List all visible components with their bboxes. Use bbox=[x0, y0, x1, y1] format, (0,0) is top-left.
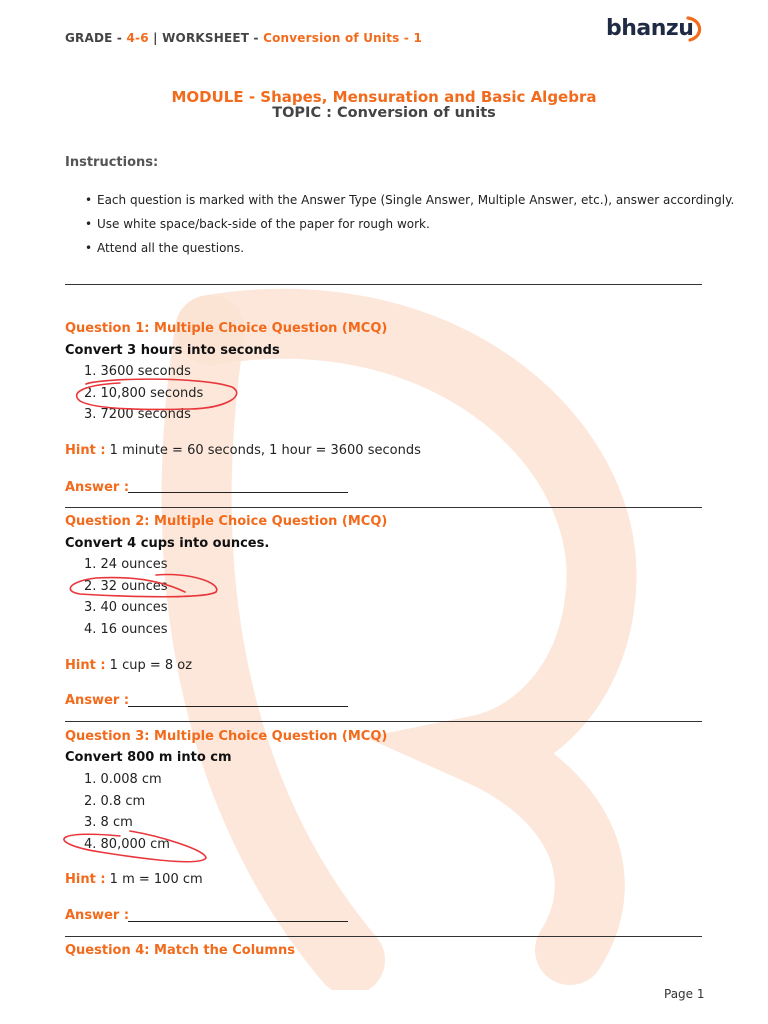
grade-value: 4-6 bbox=[126, 31, 149, 45]
option-item: 1. 24 ounces bbox=[84, 557, 168, 572]
option-item: 3. 8 cm bbox=[84, 815, 133, 831]
worksheet-title: Conversion of Units - 1 bbox=[263, 31, 422, 45]
question-3-hint bbox=[65, 872, 203, 887]
instructions-list bbox=[85, 193, 734, 265]
question-2-answer-label: Answer : bbox=[65, 693, 130, 708]
question-3-options bbox=[84, 772, 170, 858]
logo-swoosh-icon bbox=[682, 14, 704, 44]
worksheet-label: WORKSHEET - bbox=[162, 31, 264, 45]
hint-label: Hint : bbox=[65, 872, 106, 887]
question-2-options bbox=[84, 557, 168, 643]
question-2-answer-line[interactable] bbox=[128, 706, 348, 707]
question-3-text: Convert 800 m into cm bbox=[65, 750, 232, 765]
question-1-options bbox=[84, 364, 203, 429]
divider bbox=[65, 721, 702, 722]
grade-label: GRADE - bbox=[65, 31, 127, 45]
question-2-title: Question 2: Multiple Choice Question (MCQ) bbox=[65, 514, 388, 529]
question-4-title: Question 4: Match the Columns bbox=[65, 943, 295, 958]
hint-text: 1 minute = 60 seconds, 1 hour = 3600 seconds bbox=[109, 443, 421, 458]
instruction-item: • Use white space/back-side of the paper for rough work. bbox=[85, 217, 734, 241]
hint-text: 1 m = 100 cm bbox=[109, 872, 203, 887]
question-1-text: Convert 3 hours into seconds bbox=[65, 343, 280, 358]
option-item: 2. 32 ounces bbox=[84, 578, 168, 594]
question-3-answer-line[interactable] bbox=[128, 921, 348, 922]
option-item: 4. 16 ounces bbox=[84, 621, 168, 637]
question-1-hint bbox=[65, 443, 421, 458]
instructions-title: Instructions: bbox=[65, 155, 159, 170]
instruction-item: • Attend all the questions. bbox=[85, 241, 734, 265]
option-item: 3. 7200 seconds bbox=[84, 407, 191, 423]
question-2-hint bbox=[65, 658, 192, 673]
question-3-answer-label: Answer : bbox=[65, 908, 130, 923]
question-1-answer-line[interactable] bbox=[128, 492, 348, 493]
option-item: 3. 40 ounces bbox=[84, 600, 168, 616]
divider bbox=[65, 936, 702, 937]
bhanzu-logo: bhanzu bbox=[606, 16, 694, 41]
topic-title: TOPIC : Conversion of units bbox=[272, 105, 496, 121]
option-item: 4. 80,000 cm bbox=[84, 836, 170, 852]
divider bbox=[65, 507, 702, 508]
option-item: 1. 3600 seconds bbox=[84, 364, 191, 379]
question-1-answer-label: Answer : bbox=[65, 480, 130, 495]
hint-label: Hint : bbox=[65, 658, 106, 673]
question-2-text: Convert 4 cups into ounces. bbox=[65, 536, 270, 551]
instruction-item: • Each question is marked with the Answer Type (Single Answer, Multiple Answer, etc.), answer accordingly. bbox=[85, 193, 734, 217]
bhanzu-watermark bbox=[150, 270, 650, 990]
option-item: 2. 10,800 seconds bbox=[84, 385, 204, 401]
hint-text: 1 cup = 8 oz bbox=[109, 658, 193, 673]
question-3-title: Question 3: Multiple Choice Question (MCQ) bbox=[65, 729, 388, 744]
option-item: 2. 0.8 cm bbox=[84, 793, 146, 809]
option-item: 1. 0.008 cm bbox=[84, 772, 162, 787]
question-1-title: Question 1: Multiple Choice Question (MCQ) bbox=[65, 321, 388, 336]
module-title: MODULE - Shapes, Mensuration and Basic Algebra bbox=[171, 88, 597, 106]
page-number: Page 1 bbox=[664, 987, 705, 1001]
hint-label: Hint : bbox=[65, 443, 106, 458]
header-separator: | bbox=[148, 31, 163, 45]
divider bbox=[65, 284, 702, 285]
worksheet-header bbox=[65, 31, 422, 45]
